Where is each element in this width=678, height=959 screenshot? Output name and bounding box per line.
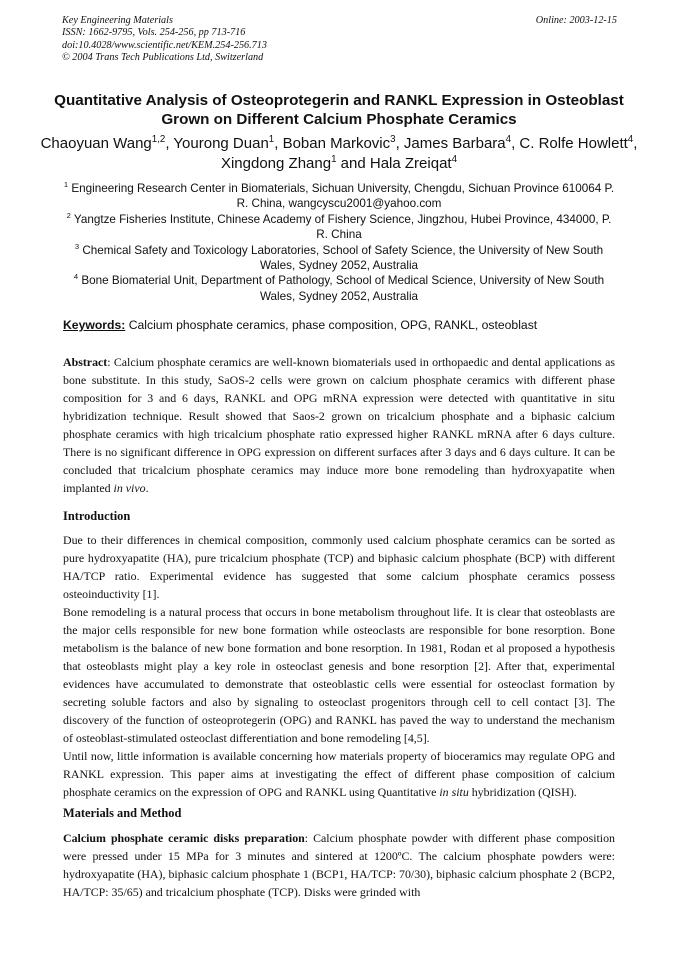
abstract: Abstract: Calcium phosphate ceramics are well-known biomaterials used in orthopaedic and dental applications as bone substitute. In this study, SaOS-2 cells were grown on calcium phosphate ceramics with different phase composition for 3 and 6 days, RANKL and OPG mRNA expression were detected with quantitative in situ hybridization technique. Result showed that Saos-2 grown on tricalcium phosphate and a biphasic calcium phosphate ceramics with high tricalcium phosphate ratio expressed higher RANKL mRNA after 6 days culture. There is no significant difference in OPG expression on different surfaces after 3 days and 6 days culture. It can be concluded that tricalcium phosphate ceramics may induce more bone remodeling than hydroxyapatite when implanted in vivo. xyxy=(63,355,615,495)
introduction-body xyxy=(63,531,615,801)
paragraph: Due to their differences in chemical composition, commonly used calcium phosphate ceramics can be sorted as pure hydroxyapatite (HA), pure tricalcium phosphate (TCP) and biphasic calcium phosphate (BCP) with different HA/TCP ratio. Experimental evidence has suggested that some calcium phosphate ceramics possess osteoinductivity [1]. xyxy=(63,533,615,601)
author-list xyxy=(40,134,638,174)
affiliations xyxy=(62,181,616,304)
author: Hala Zreiqat$^4$ xyxy=(369,154,458,172)
affiliation: $^3$ Chemical Safety and Toxicology Laboratories, School of Safety Science, the University of New South Wales, Sydney 2052, Australia xyxy=(74,241,604,273)
abstract-label: Abstract xyxy=(63,355,108,369)
methods-heading: Materials and Method xyxy=(63,806,182,820)
affiliation: $^1$ Engineering Research Center in Biomaterials, Sichuan University, Chengdu, Sichuan Province 610064 P. R. China, wangcyscu2001@yahoo.com xyxy=(63,180,615,211)
introduction-heading: Introduction xyxy=(63,509,131,523)
journal-header xyxy=(62,15,617,71)
methods-body xyxy=(63,829,615,901)
clipped-header-line xyxy=(62,65,617,71)
author: Chaoyuan Wang$^{1,2}$, xyxy=(40,134,174,152)
subsection-label: Calcium phosphate ceramic disks preparation xyxy=(63,831,305,845)
issn-line: ISSN: 1662-9795, Vols. 254-256, pp 713-716 xyxy=(62,27,246,39)
author: Yourong Duan$^1$, xyxy=(173,134,283,152)
author: James Barbara$^4$, xyxy=(403,134,520,152)
paragraph: Until now, little information is available concerning how materials property of bioceramics may regulate OPG and RANKL expression. This paper aims at investigating the effect of different phase composition of calcium phosphate ceramics on the expression of OPG and RANKL using Quantitative in situ hybridization (QISH). xyxy=(63,749,615,799)
affiliation: $^2$ Yangtze Fisheries Institute, Chinese Academy of Fishery Science, Jingzhou, Hubei Province, 434000, P. R. China xyxy=(66,210,612,242)
keywords xyxy=(63,318,618,333)
keywords-label: Keywords: xyxy=(63,318,126,332)
keywords-text: Calcium phosphate ceramics, phase composition, OPG, RANKL, osteoblast xyxy=(128,318,538,332)
copyright-line: © 2004 Trans Tech Publications Ltd, Switzerland xyxy=(62,52,264,64)
abstract-text: : Calcium phosphate ceramics are well-known biomaterials used in orthopaedic and dental applications as bone substitute. In this study, SaOS-2 cells were grown on calcium phosphate ceramics with different phase composition for 3 and 6 days, RANKL and OPG mRNA expression were detected with quantitative in situ hybridization technique. Result showed that Saos-2 grown on tricalcium phosphate and a biphasic calcium phosphate ceramics with high tricalcium phosphate ratio expressed higher RANKL mRNA after 6 days culture. There is no significant difference in OPG expression on different surfaces after 3 days and 6 days culture. It can be concluded that tricalcium phosphate ceramics may induce more bone remodeling than hydroxyapatite when implanted xyxy=(63,355,615,495)
doi-line: doi:10.4028/www.scientific.net/KEM.254-256.713 xyxy=(62,39,267,51)
paragraph: Bone remodeling is a natural process that occurs in bone metabolism throughout life. It is clear that osteoblasts are the major cells responsible for new bone formation while osteoclasts are responsible for bone resorption. Bone metabolism is the balance of new bone formation and bone resorption. In 1981, Rodan et al proposed a hypothesis that osteoblasts might play a key role in osteoclast genesis and bone resorption [2]. After that, experimental evidences have accumulated to demonstrate that osteoblastic cells were essential for osteoclast formation by secreting soluble factors and also by signaling to osteoclast progenitors through cell to cell contact [3]. The discovery of the function of osteoprotegerin (OPG) and RANKL has paved the way to understand the mechanism of osteoblast-stimulated osteoclast differentiation and bone remodeling [4,5]. xyxy=(63,605,615,745)
author: C. Rolfe Howlett$^4$, xyxy=(519,134,638,152)
paper-title: Quantitative Analysis of Osteoprotegerin and RANKL Expression in Osteoblast Grown on Different Calcium Phosphate Ceramics xyxy=(54,92,624,128)
author: Boban Markovic$^3$, xyxy=(282,134,404,152)
journal-name: Key Engineering Materials xyxy=(62,15,173,26)
methods-text: : Calcium phosphate powder with different phase composition were pressed under 15 MPa for 3 minutes and sintered at 1200ºC. The calcium phosphate powders were: hydroxyapatite (HA), biphasic calcium phosphate 1 (BCP1, HA/TCP: 70/30), biphasic calcium phosphate 2 (BCP2, HA/TCP: 35/65) and tricalcium phosphate (TCP). Disks were grinded with xyxy=(63,831,616,899)
online-date: Online: 2003-12-15 xyxy=(535,15,617,26)
affiliation: $^4$ Bone Biomaterial Unit, Department of Pathology, School of Medical Science, University of New South Wales, Sydney 2052, Australia xyxy=(73,272,605,303)
author: Xingdong Zhang$^1$ and xyxy=(220,154,370,172)
